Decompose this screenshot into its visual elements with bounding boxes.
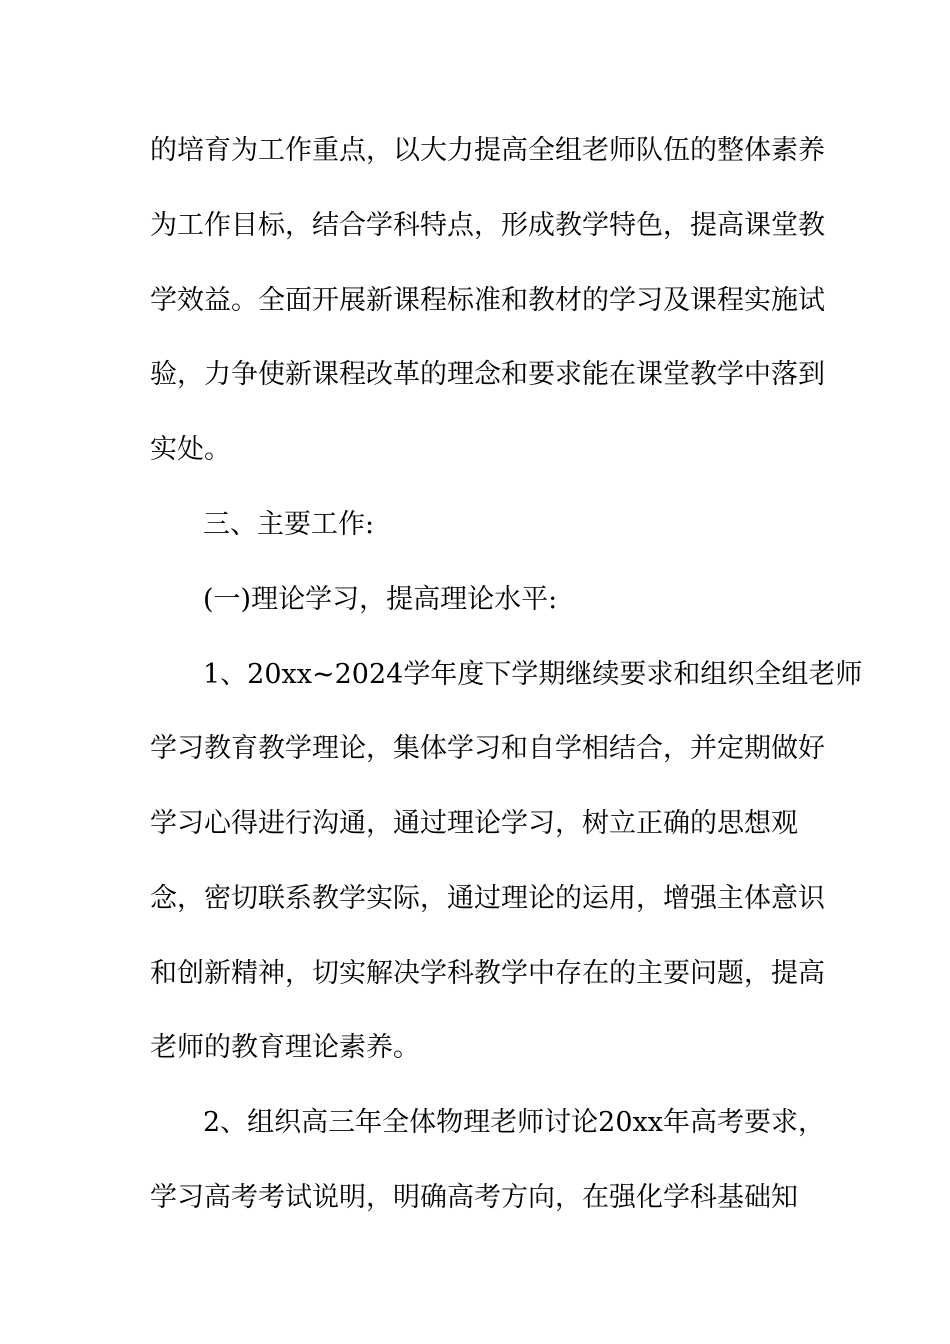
text-line: 的培育为工作重点，以大力提高全组老师队伍的整体素养 xyxy=(150,135,825,166)
text-line: 学习高考考试说明，明确高考方向，在强化学科基础知 xyxy=(150,1182,798,1213)
text-line: 老师的教育理论素养。 xyxy=(150,1032,420,1063)
text-line: 学习教育教学理论，集体学习和自学相结合，并定期做好 xyxy=(150,733,825,764)
text-line: 2、组织高三年全体物理老师讨论20xx年高考要求， xyxy=(203,1107,825,1138)
subsection-heading: (一)理论学习，提高理论水平: xyxy=(203,584,558,615)
text-line: 验，力争使新课程改革的理念和要求能在课堂教学中落到 xyxy=(150,359,825,390)
text-line: 学效益。全面开展新课程标准和教材的学习及课程实施试 xyxy=(150,285,825,316)
section-heading: 三、主要工作: xyxy=(203,509,375,540)
text-line: 和创新精神，切实解决学科教学中存在的主要问题，提高 xyxy=(150,958,825,989)
text-line: 为工作目标，结合学科特点，形成教学特色，提高课堂教 xyxy=(150,210,825,241)
text-line: 1、20xx~2024学年度下学期继续要求和组织全组老师 xyxy=(203,659,863,690)
text-line: 学习心得进行沟通，通过理论学习，树立正确的思想观 xyxy=(150,808,798,839)
text-line: 实处。 xyxy=(150,434,231,465)
text-line: 念，密切联系教学实际，通过理论的运用，增强主体意识 xyxy=(150,883,825,914)
